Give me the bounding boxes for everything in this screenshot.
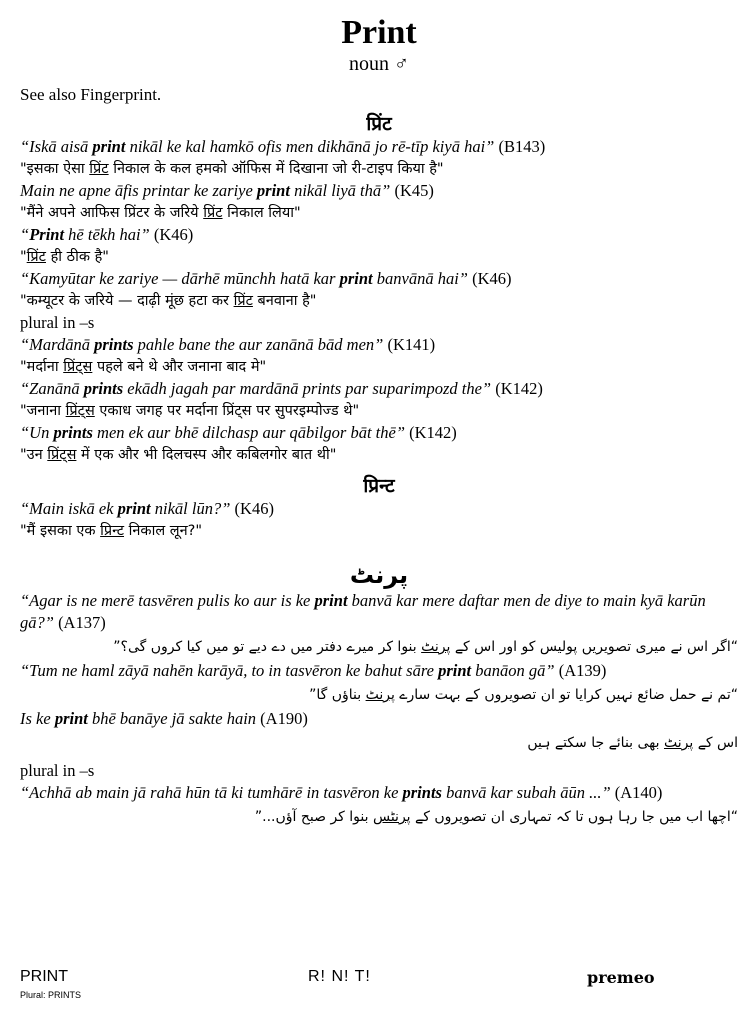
deva-before: "उन xyxy=(20,447,48,463)
devanagari-line xyxy=(20,520,738,542)
headword: Print xyxy=(341,14,417,51)
transliteration-line xyxy=(20,498,738,520)
source-code: (K141) xyxy=(383,335,436,354)
deva-after: बनवाना है" xyxy=(252,293,317,309)
quote-before: “Iskā aisā xyxy=(20,137,93,156)
headword-bold: print xyxy=(256,181,290,200)
quote-after: banvā kar mere daftar men de diye to main kyā karūn gā?” xyxy=(20,591,706,632)
deva-after: निकाल लून?" xyxy=(124,523,203,539)
sign-gloss: PRINT xyxy=(20,968,68,985)
transliteration-line xyxy=(20,708,738,730)
source-code: (K142) xyxy=(405,423,457,442)
section3-plural-examples xyxy=(20,782,738,830)
quote-before: “Achhā ab main jā rahā hūn tā ki tumhārē in tasvēron ke xyxy=(20,783,403,802)
deva-headword: प्रिंट xyxy=(233,293,253,309)
devanagari-line xyxy=(20,202,738,224)
quote-before: “Agar is ne merē tasvēren pulis ko aur is ke xyxy=(20,591,315,610)
headword-bold: Print xyxy=(29,225,65,244)
deva-headword: प्रिंट्स xyxy=(65,403,95,419)
headword-bold: prints xyxy=(83,379,124,398)
urdu-before: “تم نے حمل ضائع نہیں کرایا تو ان تصویروں کے بہت سارے xyxy=(394,687,738,703)
deva-headword: प्रिन्ट xyxy=(100,523,125,539)
urdu-after: بناؤں گا” xyxy=(309,687,366,703)
quote-text xyxy=(20,783,611,802)
plural-label-2: plural in –s xyxy=(20,761,95,780)
urdu-headword: پرنٹ xyxy=(421,639,451,655)
urdu-heading: پرنٹ xyxy=(349,561,409,589)
source-code: (K142) xyxy=(491,379,543,398)
deva-after: पहले बने थे और जनाना बाद मे" xyxy=(92,359,267,375)
section3-examples xyxy=(20,590,738,756)
headword-bold: print xyxy=(117,499,151,518)
quote-after: hē tēkh hai” xyxy=(64,225,150,244)
deva-before: "इसका ऐसा xyxy=(20,161,90,177)
urdu-before: “اگر اس نے میری تصویریں پولیس کو اور اس کے xyxy=(450,639,738,655)
dictionary-page xyxy=(20,0,738,830)
part-of-speech: noun ♂ xyxy=(349,53,409,75)
source-code: (A137) xyxy=(53,613,106,632)
quote-text xyxy=(20,379,491,398)
quote-text xyxy=(20,499,230,518)
see-also: See also Fingerprint. xyxy=(20,85,162,104)
quote-text xyxy=(20,269,468,288)
transliteration-line xyxy=(20,180,738,202)
devanagari-heading-1: प्रिंट xyxy=(366,113,392,135)
deva-headword: प्रिंट्स xyxy=(47,447,77,463)
sign-notation: R! N! T! xyxy=(308,968,371,985)
deva-after: निकाल के कल हमको ऑफिस में दिखाना जो री-टाइप किया है" xyxy=(108,161,444,177)
deva-before: "मैं इसका एक xyxy=(20,523,101,539)
headword-bold: prints xyxy=(53,423,93,442)
quote-text xyxy=(20,423,405,442)
deva-headword: प्रिंट xyxy=(26,249,46,265)
transliteration-line xyxy=(20,136,738,158)
urdu-after: بنوا کر صبح آؤں...” xyxy=(254,809,373,825)
quote-text xyxy=(20,335,383,354)
quote-before: “ xyxy=(20,225,30,244)
urdu-headword: پرنٹ xyxy=(365,687,395,703)
urdu-line xyxy=(20,634,738,660)
transliteration-line xyxy=(20,590,738,634)
urdu-headword: پرنٹ xyxy=(663,735,694,751)
headword-bold: print xyxy=(92,137,126,156)
quote-text xyxy=(20,225,150,244)
quote-before: Is ke xyxy=(20,709,55,728)
deva-after: ही ठीक है" xyxy=(46,249,109,265)
source-code: (A140) xyxy=(610,783,663,802)
devanagari-line xyxy=(20,158,738,180)
quote-after: banvā kar subah āūn ...” xyxy=(441,783,611,802)
transliteration-line xyxy=(20,782,738,804)
source-code: (K46) xyxy=(149,225,194,244)
quote-before: “Zanānā xyxy=(20,379,84,398)
devanagari-line xyxy=(20,400,738,422)
source-code: (A190) xyxy=(256,709,308,728)
source-code: (K46) xyxy=(230,499,274,518)
quote-text xyxy=(20,591,706,632)
source-code: (K46) xyxy=(467,269,512,288)
urdu-before: “اچھا اب میں جا رہا ہوں تا کہ تمہاری ان تصویروں کے xyxy=(410,809,738,825)
plural-label-1: plural in –s xyxy=(20,313,95,332)
transliteration-line xyxy=(20,224,738,246)
source-code: (K45) xyxy=(390,181,434,200)
transliteration-line xyxy=(20,334,738,356)
headword-bold: print xyxy=(438,661,472,680)
quote-text xyxy=(20,661,555,680)
footer xyxy=(20,968,735,1018)
quote-after: banvānā hai” xyxy=(372,269,468,288)
urdu-before: اس کے xyxy=(693,735,738,751)
quote-after: bhē banāye jā sakte hain xyxy=(87,709,257,728)
urdu-line xyxy=(20,682,738,708)
deva-after: में एक और भी दिलचस्प और कबिलगोर बात थी" xyxy=(76,447,337,463)
urdu-after: بھی بنائے جا سکتے ہیں xyxy=(527,735,664,751)
plural-gloss: Plural: PRINTS xyxy=(20,990,82,1000)
deva-after: एकाध जगह पर मर्दाना प्रिंट्स पर सुपरइम्पोज्ड थे" xyxy=(94,403,360,419)
devanagari-line xyxy=(20,290,738,312)
quote-before: “Un xyxy=(20,423,54,442)
deva-headword: प्रिंट xyxy=(203,205,223,221)
quote-after: nikāl ke kal hamkō ofis men dikhānā jo rē-tīp kiyā hai” xyxy=(125,137,495,156)
transliteration-line xyxy=(20,378,738,400)
deva-before: "कम्यूटर के जरिये — दाढ़ी मूंछ हटा कर xyxy=(20,293,234,309)
deva-headword: प्रिंट्स xyxy=(63,359,93,375)
deva-before: " xyxy=(20,249,27,265)
quote-after: nikāl liyā thā” xyxy=(289,181,391,200)
quote-before: “Tum ne haml zāyā nahēn karāyā, to in tasvēron ke bahut sāre xyxy=(20,661,439,680)
headword-bold: print xyxy=(314,591,348,610)
quote-before: Main ne apne āfis printar ke zariye xyxy=(20,181,257,200)
headword-bold: print xyxy=(339,269,373,288)
quote-after: ekādh jagah par mardānā prints par suparimpozd the” xyxy=(123,379,492,398)
urdu-after: بنوا کر میرے دفتر میں دے دیے تو میں کیا کروں گی؟” xyxy=(113,639,422,655)
quote-before: “Kamyūtar ke zariye — dārhē mūnchh hatā kar xyxy=(20,269,340,288)
deva-before: "मर्दाना xyxy=(20,359,64,375)
urdu-headword: پرنٹس xyxy=(372,809,411,825)
script-label: premeo xyxy=(587,968,655,987)
section1-examples xyxy=(20,136,738,312)
devanagari-line xyxy=(20,444,738,466)
quote-text xyxy=(20,137,494,156)
devanagari-heading-2: प्रिन्ट xyxy=(363,475,395,497)
quote-after: pahle bane the aur zanānā bād men” xyxy=(133,335,384,354)
quote-after: nikāl lūn?” xyxy=(150,499,231,518)
urdu-line xyxy=(20,730,738,756)
transliteration-line xyxy=(20,268,738,290)
deva-after: निकाल लिया" xyxy=(222,205,301,221)
headword-bold: print xyxy=(54,709,88,728)
deva-before: "मैंने अपने आफिस प्रिंटर के जरिये xyxy=(20,205,204,221)
quote-text xyxy=(20,709,256,728)
section2-examples xyxy=(20,498,738,542)
source-code: (A139) xyxy=(554,661,607,680)
quote-after: men ek aur bhē dilchasp aur qābilgor bāt thē” xyxy=(92,423,406,442)
source-code: (B143) xyxy=(494,137,546,156)
quote-before: “Mardānā xyxy=(20,335,95,354)
headword-bold: prints xyxy=(94,335,134,354)
quote-text xyxy=(20,181,390,200)
deva-before: "जनाना xyxy=(20,403,66,419)
deva-headword: प्रिंट xyxy=(89,161,109,177)
quote-before: “Main iskā ek xyxy=(20,499,118,518)
devanagari-line xyxy=(20,356,738,378)
devanagari-line xyxy=(20,246,738,268)
section1-plural-examples xyxy=(20,334,738,466)
urdu-line xyxy=(20,804,738,830)
headword-bold: prints xyxy=(402,783,442,802)
transliteration-line xyxy=(20,422,738,444)
quote-after: banāon gā” xyxy=(471,661,555,680)
transliteration-line xyxy=(20,660,738,682)
